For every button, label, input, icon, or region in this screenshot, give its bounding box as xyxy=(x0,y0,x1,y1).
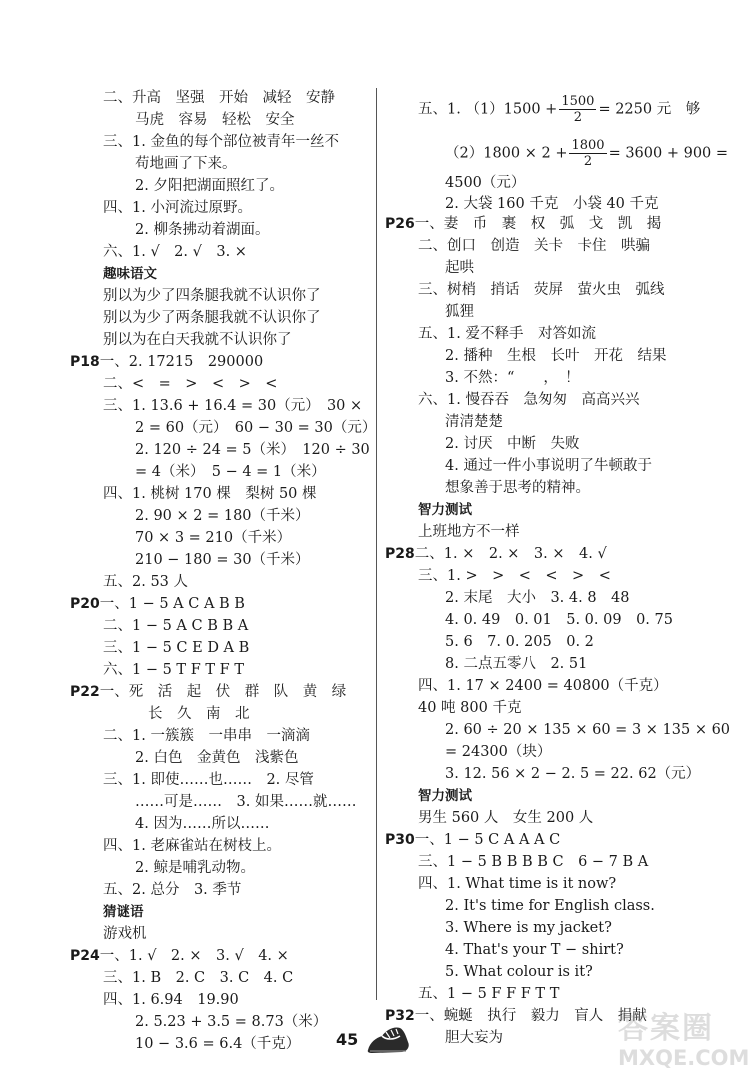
answer-line: 三、树梢 捎话 荧屏 萤火虫 弧线 xyxy=(418,282,665,298)
answer-line: 二、1 − 5 A C B B A xyxy=(103,618,249,634)
answer-line: 4. 0. 49 0. 01 5. 0. 09 0. 75 xyxy=(445,612,673,628)
answer-line: 五、1 − 5 F F F T T xyxy=(418,986,560,1002)
answer-line: 苟地画了下来。 xyxy=(135,156,237,172)
answer-line: 六、1. √ 2. √ 3. × xyxy=(103,244,247,260)
answer-line: 五、1. 爱不释手 对答如流 xyxy=(418,326,596,342)
page-ref-p30: P30 xyxy=(385,832,415,848)
answer-line: 2. 播种 生根 长叶 开花 结果 xyxy=(445,348,667,364)
answer-line: 六、1 − 5 T F T F T xyxy=(103,662,244,678)
answer-line: 2 = 60（元） 60 − 30 = 30（元） xyxy=(135,420,377,436)
answer-line: 2. 鲸是哺乳动物。 xyxy=(135,860,255,876)
answer-text: 五、1. （1）1500 + xyxy=(418,101,558,118)
answer-line: 三、1. 金鱼的每个部位被青年一丝不 xyxy=(103,134,339,150)
page-ref-p18: P18 xyxy=(70,354,100,370)
column-divider xyxy=(376,88,377,1000)
answer-line: = 4（米） 5 − 4 = 1（米） xyxy=(135,464,326,480)
answer-line: 二、创口 创造 关卡 卡住 哄骗 xyxy=(418,238,650,254)
answer-line xyxy=(385,214,661,234)
fraction-numerator: 1800 xyxy=(571,138,605,153)
answer-line: 2. 讨厌 中断 失败 xyxy=(445,436,580,452)
answer-line: 别以为在白天我就不认识你了 xyxy=(103,332,292,348)
answer-line: 2. 60 ÷ 20 × 135 × 60 = 3 × 135 × 60 xyxy=(445,722,731,738)
answer-line: 4500（元） xyxy=(445,175,526,191)
answer-text: 二、1. × 2. × 3. × 4. √ xyxy=(414,546,607,562)
answer-line: 5. 6 7. 0. 205 0. 2 xyxy=(445,634,594,650)
answer-line: 2. 末尾 大小 3. 4. 8 48 xyxy=(445,590,630,606)
fraction-numerator: 1500 xyxy=(561,94,595,109)
answer-line: 三、1 − 5 B B B B C 6 − 7 B A xyxy=(418,854,649,870)
answer-line: 别以为少了四条腿我就不认识你了 xyxy=(103,288,321,304)
answer-line: ……可是…… 3. 如果……就…… xyxy=(135,794,357,810)
answer-text: 一、1. √ 2. × 3. √ 4. × xyxy=(99,948,289,964)
answer-line: 想象善于思考的精神。 xyxy=(445,480,590,496)
answer-line: 四、1. 桃树 170 棵 梨树 50 棵 xyxy=(103,486,317,502)
answer-text: 一、1 − 5 A C A B B xyxy=(99,596,245,612)
answer-line: 长 久 南 北 xyxy=(148,706,250,722)
answer-line-fraction xyxy=(445,138,728,169)
answer-line: 三、1. B 2. C 3. C 4. C xyxy=(103,970,294,986)
fraction-denominator: 2 xyxy=(583,154,593,169)
answer-line: 4. That's your T − shirt? xyxy=(445,942,624,958)
answer-line: 胆大妄为 xyxy=(445,1030,503,1046)
answer-line xyxy=(70,594,245,614)
answer-line: 2. 90 × 2 = 180（千米） xyxy=(135,508,310,524)
page-ref-p20: P20 xyxy=(70,596,100,612)
answer-line: 男生 560 人 女生 200 人 xyxy=(418,810,594,826)
answer-text: 一、死 活 起 伏 群 队 黄 绿 xyxy=(99,684,347,700)
answer-line: 别以为少了两条腿我就不认识你了 xyxy=(103,310,321,326)
answer-line: 五、2. 53 人 xyxy=(103,574,189,590)
answer-line: 2. 柳条拂动着湖面。 xyxy=(135,222,270,238)
page-ref-p24: P24 xyxy=(70,948,100,964)
fraction-denominator: 2 xyxy=(573,110,583,125)
answer-line: 3. 不然：“ ， ！ xyxy=(445,370,580,386)
page-ref-p32: P32 xyxy=(385,1008,415,1024)
section-heading: 猜谜语 xyxy=(103,904,144,920)
answer-line: 上班地方不一样 xyxy=(418,524,520,540)
page-number: 45 xyxy=(336,1030,359,1049)
answer-line xyxy=(70,946,289,966)
answer-line: 2. 白色 金黄色 浅紫色 xyxy=(135,750,299,766)
answer-line: 210 − 180 = 30（千米） xyxy=(135,552,310,568)
answer-line: 清清楚楚 xyxy=(445,414,503,430)
answer-line: 4. 因为……所以…… xyxy=(135,816,270,832)
section-heading: 趣味语文 xyxy=(103,266,157,282)
answer-line: 2. 大袋 160 千克 小袋 40 千克 xyxy=(445,196,659,212)
section-heading: 智力测试 xyxy=(418,502,472,518)
answer-line: 3. 12. 56 × 2 − 2. 5 = 22. 62（元） xyxy=(445,766,701,782)
answer-line: 40 吨 800 千克 xyxy=(418,700,522,716)
answer-line: 70 × 3 = 210（千米） xyxy=(135,530,292,546)
answer-text: 一、1 − 5 C A A A C xyxy=(414,832,561,848)
fraction xyxy=(559,94,596,125)
answer-line: 二、1. 一簇簇 一串串 一滴滴 xyxy=(103,728,310,744)
answer-line: 二、升高 坚强 开始 减轻 安静 xyxy=(103,90,335,106)
watermark xyxy=(618,1012,748,1074)
shoe-icon xyxy=(364,1022,412,1056)
answer-line-fraction xyxy=(418,94,700,125)
answer-text: = 2250 元 够 xyxy=(598,101,701,118)
answer-line: 四、1. 6.94 19.90 xyxy=(103,992,239,1008)
watermark-url: MXQE.COM xyxy=(618,1046,750,1070)
answer-line: 起哄 xyxy=(445,260,474,276)
section-heading: 智力测试 xyxy=(418,788,472,804)
answer-line: 四、1. 小河流过原野。 xyxy=(103,200,252,216)
answer-line: 三、1 − 5 C E D A B xyxy=(103,640,250,656)
answer-line xyxy=(70,352,263,372)
answer-text: 一、2. 17215 290000 xyxy=(99,354,264,370)
answer-line: 2. 5.23 + 3.5 = 8.73（米） xyxy=(135,1014,328,1030)
answer-line: 三、1. > > < < > < xyxy=(418,568,611,584)
answer-line: 8. 二点五零八 2. 51 xyxy=(445,656,588,672)
answer-text: 一、妻 币 裹 权 弧 戈 凯 揭 xyxy=(414,216,662,232)
page-ref-p26: P26 xyxy=(385,216,415,232)
answer-line: = 24300（块） xyxy=(445,744,552,760)
answer-line: 2. 夕阳把湖面照红了。 xyxy=(135,178,284,194)
watermark-logo-text: 答案圈 xyxy=(618,1011,714,1046)
page-ref-p28: P28 xyxy=(385,546,415,562)
answer-line: 2. 120 ÷ 24 = 5（米） 120 ÷ 30 xyxy=(135,442,370,458)
answer-line: 六、1. 慢吞吞 急匆匆 高高兴兴 xyxy=(418,392,640,408)
answer-line xyxy=(70,682,346,702)
answer-line: 四、1. 17 × 2400 = 40800（千克） xyxy=(418,678,668,694)
answer-text: = 3600 + 900 = xyxy=(608,145,729,162)
answer-line: 三、1. 13.6 + 16.4 = 30（元） 30 × xyxy=(103,398,363,414)
answer-line: 五、2. 总分 3. 季节 xyxy=(103,882,242,898)
page-ref-p22: P22 xyxy=(70,684,100,700)
answer-line: 四、1. 老麻雀站在树枝上。 xyxy=(103,838,281,854)
answer-line xyxy=(385,544,607,564)
answer-line: 10 − 3.6 = 6.4（千克） xyxy=(135,1036,301,1052)
answer-line xyxy=(385,830,560,850)
answer-line: 四、1. What time is it now? xyxy=(418,876,617,892)
answer-line: 4. 通过一件小事说明了牛顿敢于 xyxy=(445,458,652,474)
answer-line: 二、< = > < > < xyxy=(103,376,278,392)
answer-line: 狐狸 xyxy=(445,304,474,320)
answer-line: 游戏机 xyxy=(103,926,147,942)
answer-line: 马虎 容易 轻松 安全 xyxy=(135,112,295,128)
answer-line: 5. What colour is it? xyxy=(445,964,593,980)
fraction xyxy=(569,138,606,169)
answer-line: 3. Where is my jacket? xyxy=(445,920,612,936)
answer-line: 三、1. 即使……也…… 2. 尽管 xyxy=(103,772,314,788)
answer-line: 2. It's time for English class. xyxy=(445,898,655,914)
answer-text: 一、蜿蜒 执行 毅力 盲人 捐献 xyxy=(414,1008,647,1024)
answer-line xyxy=(385,1006,647,1026)
answer-text: （2）1800 × 2 + xyxy=(445,145,568,162)
